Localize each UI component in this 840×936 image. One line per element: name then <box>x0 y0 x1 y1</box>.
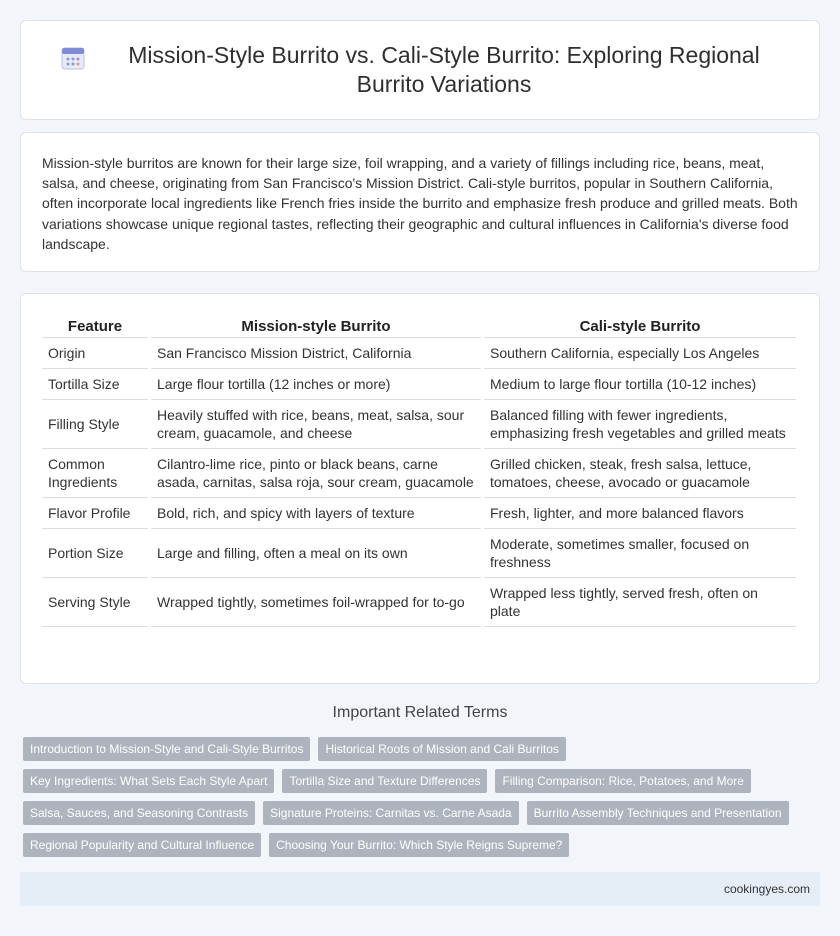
table-row <box>42 529 796 578</box>
feature-cell: Flavor Profile <box>42 498 148 529</box>
related-term-tag[interactable]: Introduction to Mission-Style and Cali-Style Burritos <box>23 737 310 761</box>
header-card <box>20 20 820 120</box>
feature-cell: Serving Style <box>42 578 148 627</box>
footer <box>20 872 820 906</box>
related-term-tag[interactable]: Historical Roots of Mission and Cali Burritos <box>318 737 565 761</box>
feature-cell: Portion Size <box>42 529 148 578</box>
table-row <box>42 369 796 400</box>
mission-cell: San Francisco Mission District, California <box>151 338 481 369</box>
cali-cell: Medium to large flour tortilla (10-12 inches) <box>484 369 796 400</box>
table-row <box>42 449 796 498</box>
cali-cell: Southern California, especially Los Angeles <box>484 338 796 369</box>
related-term-tag[interactable]: Key Ingredients: What Sets Each Style Apart <box>23 769 274 793</box>
related-term-tag[interactable]: Salsa, Sauces, and Seasoning Contrasts <box>23 801 255 825</box>
table-row <box>42 338 796 369</box>
cali-cell: Balanced filling with fewer ingredients, emphasizing fresh vegetables and grilled meats <box>484 400 796 449</box>
tag-row <box>23 833 813 857</box>
feature-cell: Filling Style <box>42 400 148 449</box>
calendar-icon <box>60 45 86 71</box>
mission-cell: Heavily stuffed with rice, beans, meat, salsa, sour cream, guacamole, and cheese <box>151 400 481 449</box>
feature-cell: Tortilla Size <box>42 369 148 400</box>
page-title: Mission-Style Burrito vs. Cali-Style Burrito: Exploring Regional Burrito Variations <box>128 42 760 97</box>
mission-cell: Cilantro-lime rice, pinto or black beans, carne asada, carnitas, salsa roja, sour cream, guacamole <box>151 449 481 498</box>
tag-row <box>23 801 813 825</box>
table-row <box>42 578 796 627</box>
intro-card <box>20 132 820 272</box>
intro-paragraph: Mission-style burritos are known for their large size, foil wrapping, and a variety of fillings including rice, beans, meat, salsa, and cheese, originating from San Francisco's Mission District. Cali-style burritos, popular in Southern California, often incorporate local ingredients like French fries inside the burrito and emphasize fresh produce and grilled meats. Both variations showcase unique regional tastes, reflecting their geographic and cultural influences in California's diverse food landscape. <box>42 155 798 252</box>
cali-cell: Moderate, sometimes smaller, focused on freshness <box>484 529 796 578</box>
mission-cell: Bold, rich, and spicy with layers of texture <box>151 498 481 529</box>
title-wrap <box>60 41 780 99</box>
tag-row <box>23 737 813 761</box>
table-header-row <box>42 314 796 338</box>
related-term-tag[interactable]: Burrito Assembly Techniques and Presentation <box>527 801 789 825</box>
header-mission: Mission-style Burrito <box>151 314 481 338</box>
mission-cell: Large flour tortilla (12 inches or more) <box>151 369 481 400</box>
mission-cell: Wrapped tightly, sometimes foil-wrapped for to-go <box>151 578 481 627</box>
header-feature: Feature <box>42 314 148 338</box>
feature-cell: Origin <box>42 338 148 369</box>
related-term-tag[interactable]: Signature Proteins: Carnitas vs. Carne Asada <box>263 801 518 825</box>
comparison-table-card <box>20 293 820 684</box>
tag-row <box>23 769 813 793</box>
cali-cell: Fresh, lighter, and more balanced flavors <box>484 498 796 529</box>
comparison-table <box>39 314 799 627</box>
cali-cell: Wrapped less tightly, served fresh, often on plate <box>484 578 796 627</box>
cali-cell: Grilled chicken, steak, fresh salsa, lettuce, tomatoes, cheese, avocado or guacamole <box>484 449 796 498</box>
related-terms-heading: Important Related Terms <box>332 704 508 721</box>
related-term-tag[interactable]: Filling Comparison: Rice, Potatoes, and More <box>495 769 750 793</box>
header-cali: Cali-style Burrito <box>484 314 796 338</box>
feature-cell: Common Ingredients <box>42 449 148 498</box>
related-term-tag[interactable]: Tortilla Size and Texture Differences <box>282 769 487 793</box>
related-terms-tags <box>23 737 813 865</box>
table-row <box>42 498 796 529</box>
related-term-tag[interactable]: Regional Popularity and Cultural Influence <box>23 833 261 857</box>
related-term-tag[interactable]: Choosing Your Burrito: Which Style Reigns Supreme? <box>269 833 569 857</box>
table-row <box>42 400 796 449</box>
mission-cell: Large and filling, often a meal on its own <box>151 529 481 578</box>
footer-site-link[interactable]: cookingyes.com <box>723 882 810 896</box>
